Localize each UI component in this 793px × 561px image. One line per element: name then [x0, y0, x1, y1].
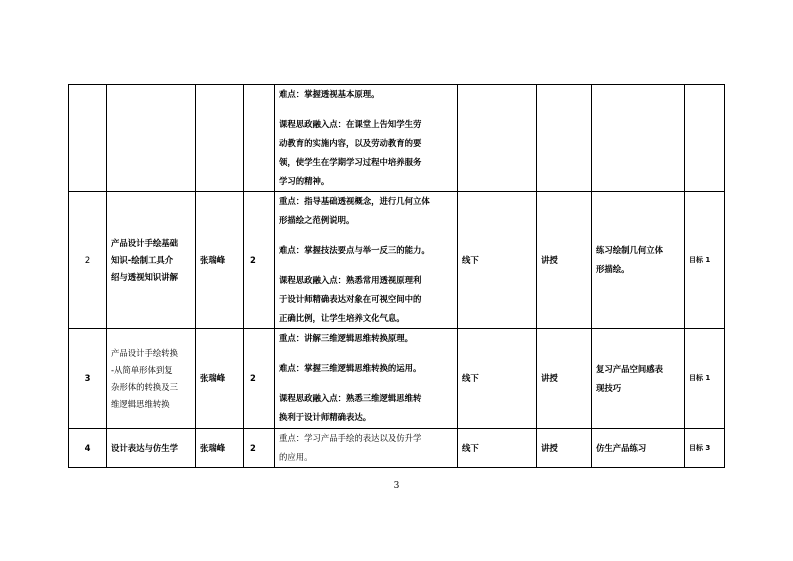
teaching-method: 讲授 — [537, 192, 592, 329]
content-line: 动教育的实施内容，以及劳动教育的要 — [279, 138, 422, 148]
assignment — [592, 192, 685, 329]
title-line: 设计表达与仿生学 — [111, 442, 178, 453]
title-line: 知识-绘制工具介 — [111, 254, 174, 265]
content-line: 课程思政融入点：熟悉常用透视原理利 — [279, 275, 422, 285]
course-goal: 目标 1 — [685, 329, 725, 429]
assignment-line: 现技巧 — [596, 382, 622, 393]
course-goal: 目标 3 — [685, 429, 725, 468]
lesson-title — [107, 329, 196, 429]
teaching-mode: 线下 — [458, 192, 537, 329]
assignment-line: 形描绘。 — [596, 264, 630, 274]
content-line: 重点：讲解三维逻辑思维转换原理。 — [279, 333, 413, 343]
table-row — [69, 85, 725, 192]
lesson-content — [275, 329, 458, 429]
page-number: 3 — [393, 481, 400, 491]
lesson-content — [275, 429, 458, 468]
assignment — [592, 329, 685, 429]
content-line: 课程思政融入点：熟悉三维逻辑思维转 — [279, 393, 422, 403]
class-hours: 2 — [244, 429, 275, 468]
table-row — [69, 192, 725, 329]
lesson-title — [107, 85, 196, 192]
assignment — [592, 429, 685, 468]
teacher-name: 张瑞峰 — [196, 329, 244, 429]
content-line: 重点：指导基础透视概念，进行几何立体 — [279, 196, 430, 206]
assignment-line: 复习产品空间感表 — [596, 363, 663, 374]
schedule-table — [68, 84, 725, 468]
lesson-title — [107, 429, 196, 468]
content-line: 学习的精神。 — [279, 176, 330, 186]
teacher-name — [196, 85, 244, 192]
content-line: 的应用。 — [279, 452, 313, 462]
lesson-content — [275, 85, 458, 192]
row-number: 2 — [69, 192, 107, 329]
teaching-mode: 线下 — [458, 429, 537, 468]
content-line: 课程思政融入点：在课堂上告知学生劳 — [279, 119, 422, 129]
content-line: 于设计师精确表达对象在可视空间中的 — [279, 294, 422, 304]
title-line: 维逻辑思维转换 — [111, 398, 170, 409]
title-line: 绍与透视知识讲解 — [111, 271, 178, 282]
assignment-line: 仿生产品练习 — [596, 442, 647, 453]
table-row — [69, 329, 725, 429]
title-line: 产品设计手绘基础 — [111, 237, 178, 248]
course-goal — [685, 85, 725, 192]
content-line: 难点：掌握三维逻辑思维转换的运用。 — [279, 363, 422, 373]
teaching-method: 讲授 — [537, 329, 592, 429]
lesson-content — [275, 192, 458, 329]
content-line: 重点：学习产品手绘的表达以及仿升学 — [279, 433, 422, 443]
teaching-mode — [458, 85, 537, 192]
teacher-name: 张瑞峰 — [196, 192, 244, 329]
assignment — [592, 85, 685, 192]
row-number: 4 — [69, 429, 107, 468]
content-line: 领，使学生在学期学习过程中培养服务 — [279, 157, 422, 167]
teaching-method — [537, 85, 592, 192]
teaching-mode: 线下 — [458, 329, 537, 429]
teaching-method: 讲授 — [537, 429, 592, 468]
course-goal: 目标 1 — [685, 192, 725, 329]
row-number: 3 — [69, 329, 107, 429]
title-line: 杂形体的转换及三 — [111, 381, 178, 392]
teacher-name: 张瑞峰 — [196, 429, 244, 468]
table-row — [69, 429, 725, 468]
content-line: 正确比例，让学生培养文化气息。 — [279, 313, 405, 323]
assignment-line: 练习绘制几何立体 — [596, 245, 663, 255]
class-hours — [244, 85, 275, 192]
content-line: 难点：掌握技法要点与举一反三的能力。 — [279, 245, 430, 255]
title-line: -从简单形体到复 — [111, 364, 173, 375]
lesson-title — [107, 192, 196, 329]
content-line: 形描绘之范例说明。 — [279, 215, 355, 225]
class-hours: 2 — [244, 192, 275, 329]
title-line: 产品设计手绘转换 — [111, 347, 178, 358]
class-hours: 2 — [244, 329, 275, 429]
row-number — [69, 85, 107, 192]
content-line: 难点：掌握透视基本原理。 — [279, 89, 380, 99]
content-line: 换利于设计师精确表达。 — [279, 412, 372, 422]
